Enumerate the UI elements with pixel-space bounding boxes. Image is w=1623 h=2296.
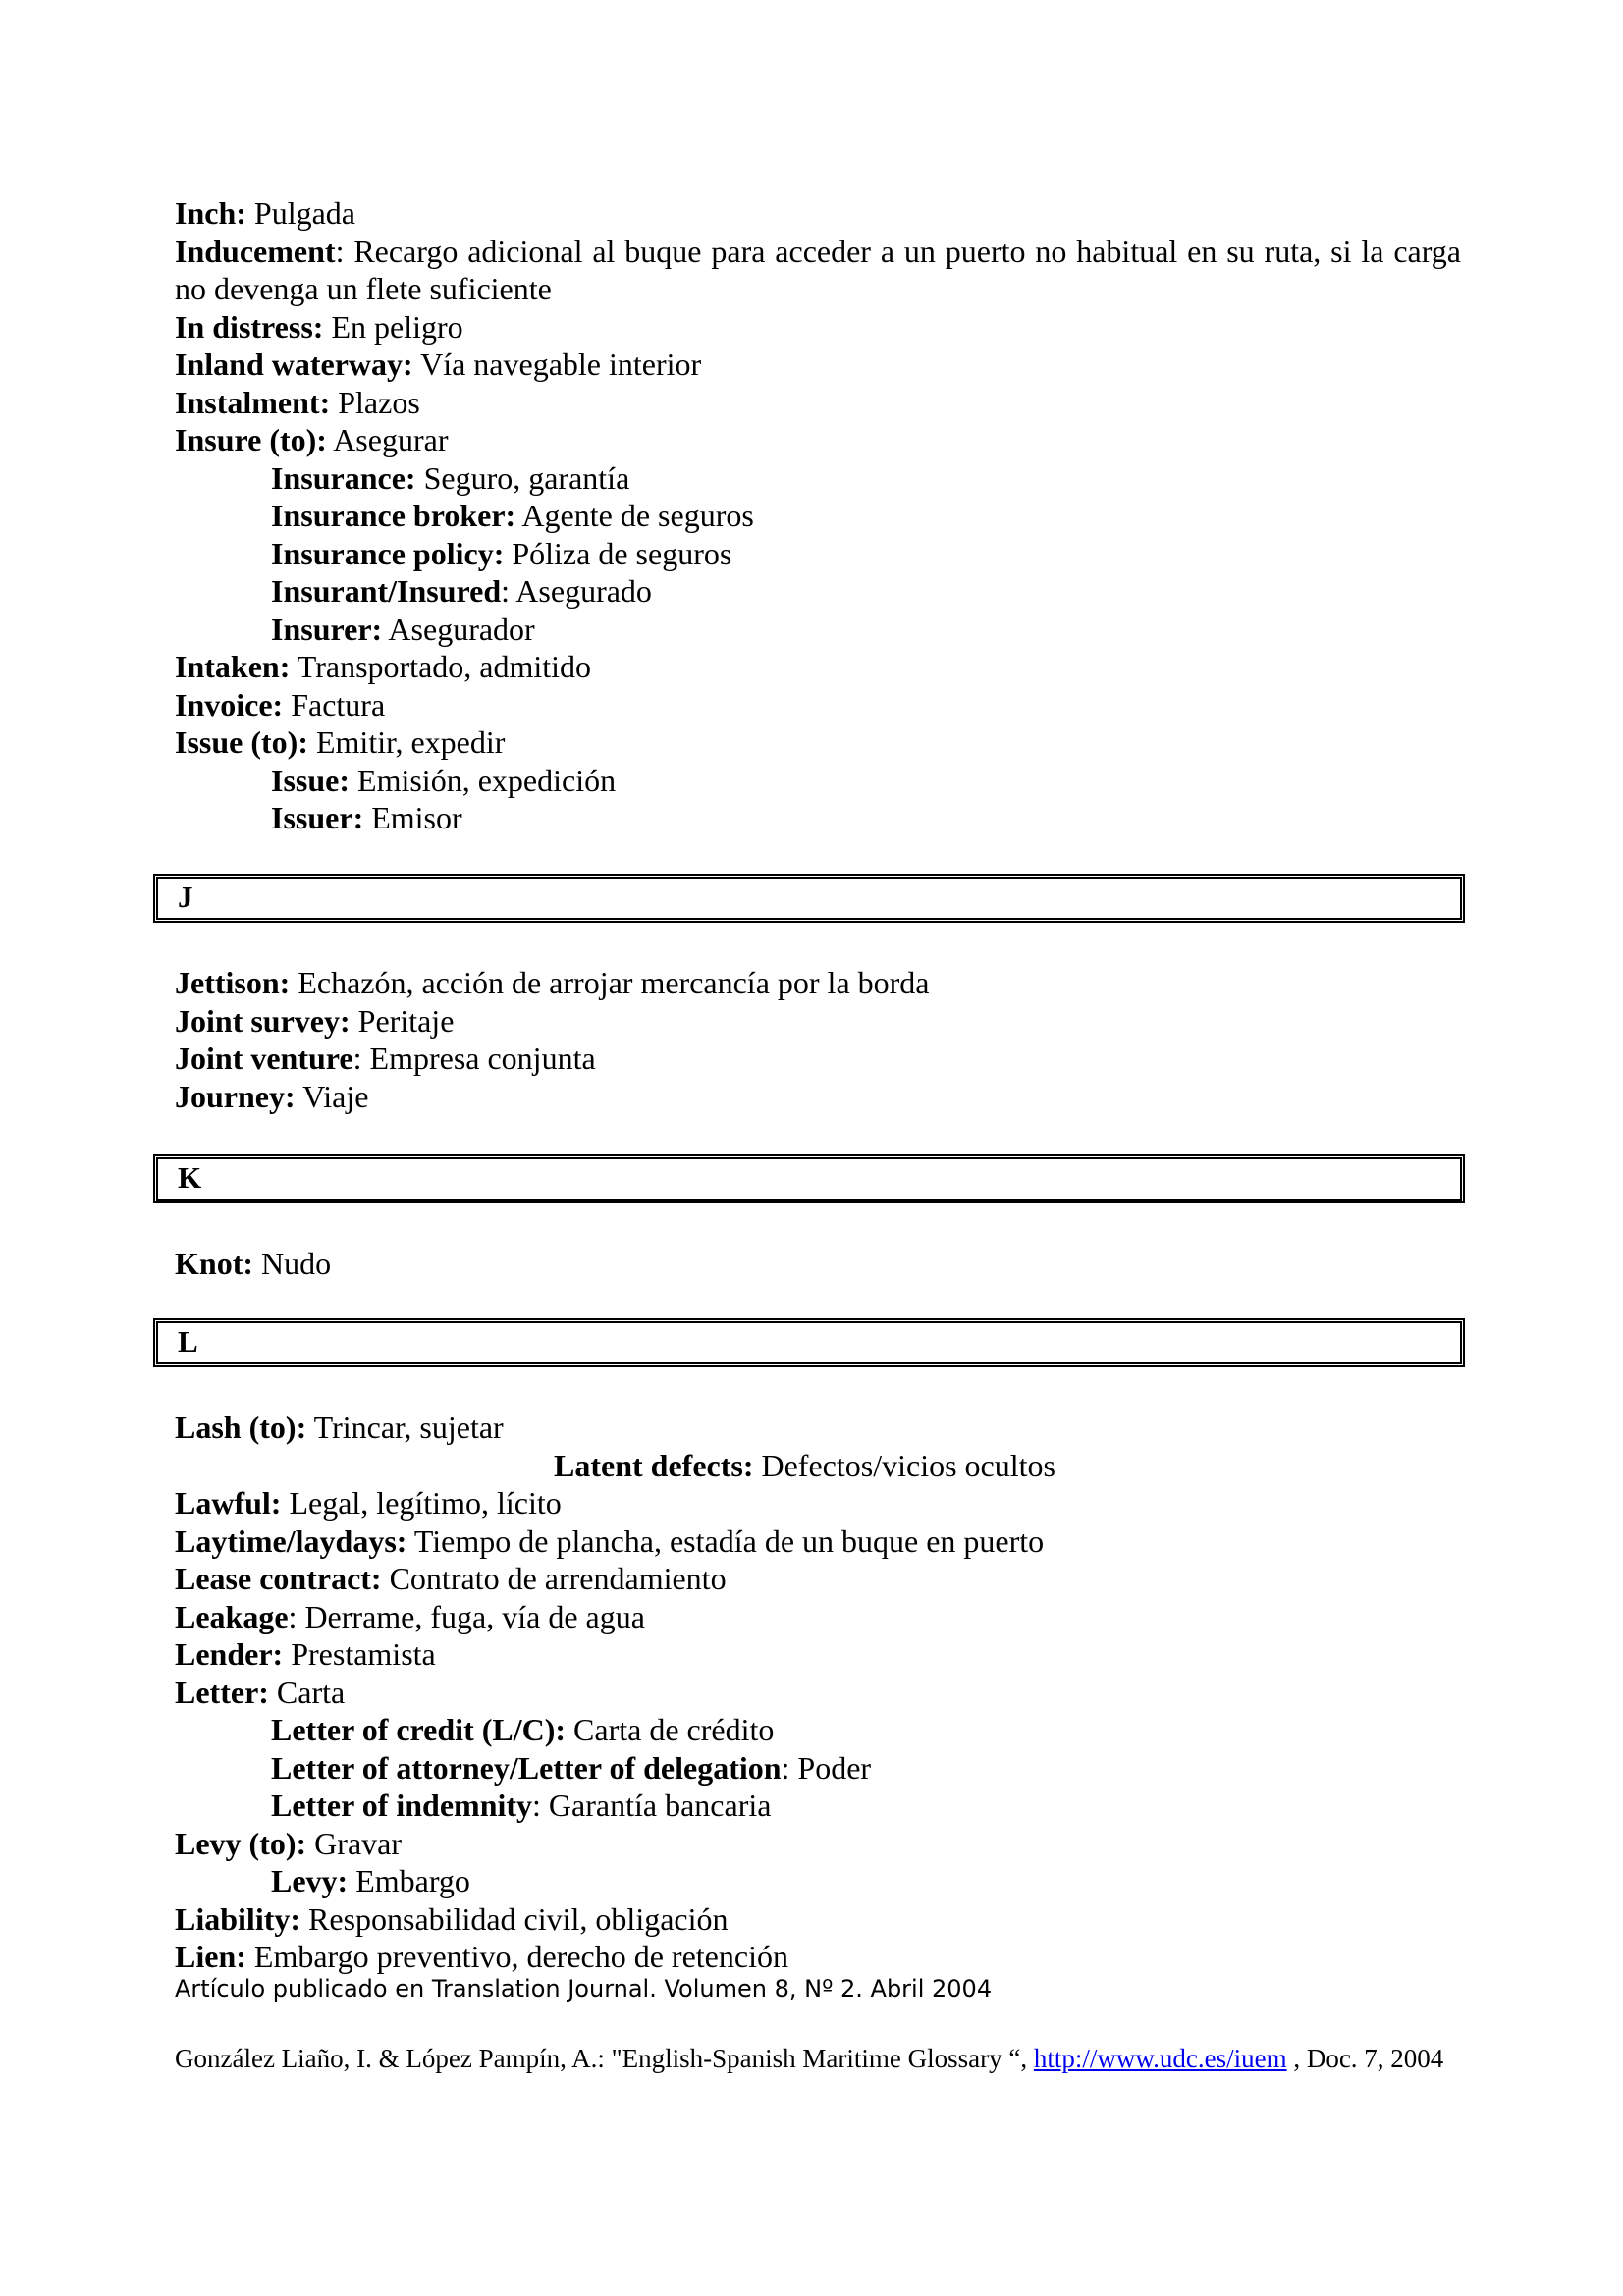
glossary-entry: Instalment: Plazos [175,384,420,420]
glossary-subentry: Insurer: Asegurador [271,611,535,647]
glossary-subentry: Letter of credit (L/C): Carta de crédito [271,1712,775,1747]
glossary-entry: Joint survey: Peritaje [175,1002,455,1039]
glossary-entry: Insure (to): Asegurar [175,422,449,457]
glossary-entry: Issue (to): Emitir, expedir [175,724,506,760]
glossary-entry: Jettison: Echazón, acción de arrojar mercancía por la borda [175,965,930,1000]
glossary-subentry: Insurance broker: Agente de seguros [271,498,754,533]
glossary-entry: Latent defects: Defectos/vicios ocultos [554,1447,1055,1483]
citation-link[interactable]: http://www.udc.es/iuem [1033,2044,1287,2073]
glossary-entry: Journey: Viaje [175,1078,369,1114]
glossary-entry: Inland waterway: Vía navegable interior [175,347,702,382]
glossary-entry: Inducement: Recargo adicional al buque para acceder a un puerto no habitual en su ruta, si la carga no devenga un flete suficiente [175,233,1461,306]
glossary-entry: Liability: Responsabilidad civil, obligación [175,1900,729,1937]
glossary-subentry: Levy: Embargo [271,1863,470,1898]
glossary-entry: Laytime/laydays: Tiempo de plancha, estadía de un buque en puerto [175,1522,1045,1559]
publication-note: Artículo publicado en Translation Journal. Volumen 8, Nº 2. Abril 2004 [175,1975,993,2002]
glossary-entry: Intaken: Transportado, admitido [175,649,592,684]
glossary-entry: Lender: Prestamista [175,1636,436,1672]
glossary-entry: Lease contract: Contrato de arrendamiento [175,1561,727,1596]
glossary-entry: Letter: Carta [175,1674,346,1710]
section-header-l: L [153,1318,1465,1367]
citation-tail: , Doc. 7, 2004 [1286,2044,1444,2073]
section-k-entries [175,1245,1461,1283]
glossary-subentry: Letter of indemnity: Garantía bancaria [271,1788,772,1823]
glossary-subentry: Insurance policy: Póliza de seguros [271,535,732,571]
section-l-entries [175,1409,1461,1976]
section-header-j: J [153,874,1465,923]
glossary-entry: Lien: Embargo preventivo, derecho de retención [175,1939,788,1974]
glossary-entry: Invoice: Factura [175,686,386,722]
citation-text: González Liaño, I. & López Pampín, A.: "English-Spanish Maritime Glossary “, [175,2044,1034,2073]
section-j-entries [175,964,1461,1115]
glossary-subentry: Insurance: Seguro, garantía [271,459,630,496]
glossary-entry: In distress: En peligro [175,308,463,345]
glossary-entry: Joint venture: Empresa conjunta [175,1041,596,1076]
glossary-entry: Knot: Nudo [175,1246,332,1281]
glossary-subentry: Insurant/Insured: Asegurado [271,573,652,609]
citation [175,2043,1451,2075]
glossary-entry: Inch: Pulgada [175,195,355,231]
glossary-entry: Lash (to): Trincar, sujetar [175,1410,504,1445]
section-header-k: K [153,1154,1465,1203]
section-i-entries [175,194,1461,837]
glossary-subentry: Issue: Emisión, expedición [271,762,617,798]
glossary-subentry: Letter of attorney/Letter of delegation: Poder [271,1749,872,1786]
glossary-entry: Levy (to): Gravar [175,1825,402,1861]
glossary-entry: Leakage: Derrame, fuga, vía de agua [175,1598,645,1634]
glossary-subentry: Issuer: Emisor [271,800,462,835]
glossary-entry: Lawful: Legal, legítimo, lícito [175,1485,562,1521]
